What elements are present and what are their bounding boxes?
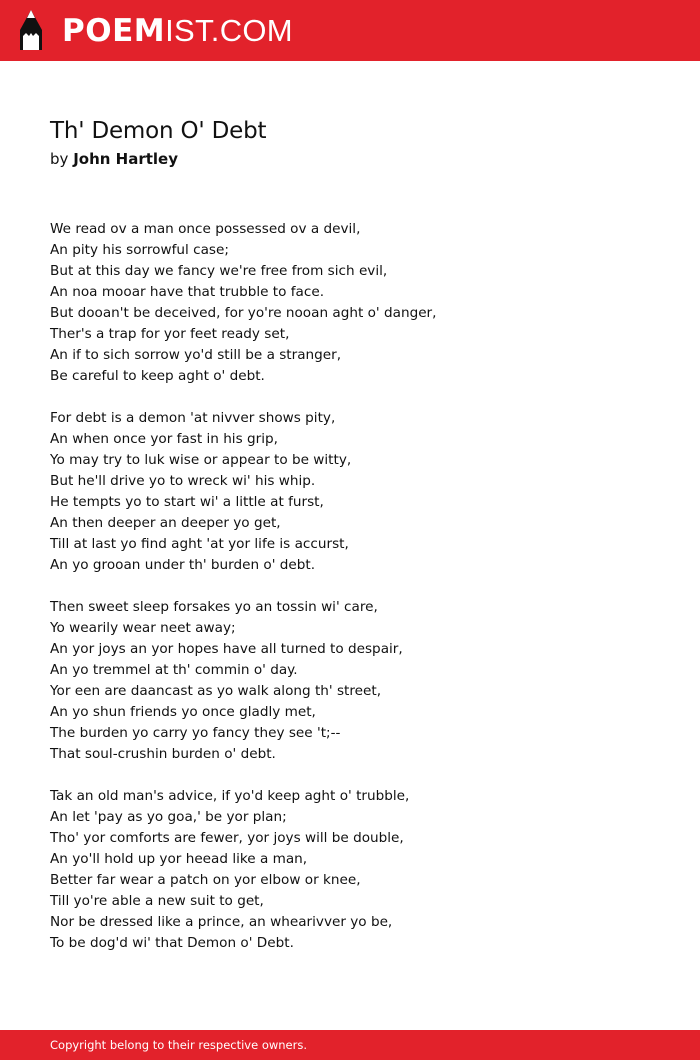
poem-line: Nor be dressed like a prince, an whearivver yo be, — [50, 914, 393, 930]
poem-line: An if to sich sorrow yo'd still be a stranger, — [50, 347, 342, 363]
poem-line: For debt is a demon 'at nivver shows pity, — [50, 410, 336, 426]
site-logo[interactable] — [62, 13, 293, 49]
poem-line: But dooan't be deceived, for yo're nooan aght o' danger, — [50, 305, 437, 321]
by-prefix: by — [50, 150, 69, 168]
stanza — [50, 786, 670, 954]
stanza — [50, 597, 670, 765]
poem-line: An let 'pay as yo goa,' be yor plan; — [50, 809, 287, 825]
poem-line: An yo'll hold up yor heead like a man, — [50, 851, 308, 867]
pencil-tip-icon[interactable] — [18, 10, 44, 52]
poem-line: Yo may try to luk wise or appear to be witty, — [50, 452, 352, 468]
poem-line: That soul-crushin burden o' debt. — [50, 746, 276, 762]
poem-line: Yor een are daancast as yo walk along th' street, — [50, 683, 382, 699]
site-footer — [0, 1030, 700, 1060]
poem-title: Th' Demon O' Debt — [50, 118, 267, 144]
poem-line: An yo tremmel at th' commin o' day. — [50, 662, 298, 678]
poem-line: An noa mooar have that trubble to face. — [50, 284, 325, 300]
poem-line: The burden yo carry yo fancy they see 't;-- — [50, 725, 341, 741]
poem-line: Ther's a trap for yor feet ready set, — [50, 326, 290, 342]
poem-line: An yo grooan under th' burden o' debt. — [50, 557, 316, 573]
poem-line: An yo shun friends yo once gladly met, — [50, 704, 316, 720]
poem-body — [50, 219, 670, 975]
site-header — [0, 0, 700, 61]
poem-line: Till yo're able a new suit to get, — [50, 893, 264, 909]
poem-line: Be careful to keep aght o' debt. — [50, 368, 265, 384]
poem-line: We read ov a man once possessed ov a devil, — [50, 221, 361, 237]
poem-line: Tho' yor comforts are fewer, yor joys will be double, — [50, 830, 404, 846]
poem-line: An pity his sorrowful case; — [50, 242, 229, 258]
poem-line: An yor joys an yor hopes have all turned to despair, — [50, 641, 403, 657]
poem-line: To be dog'd wi' that Demon o' Debt. — [50, 935, 294, 951]
brand-light: IST.COM — [165, 13, 293, 48]
poem-line: Yo wearily wear neet away; — [50, 620, 236, 636]
poem-line: An when once yor fast in his grip, — [50, 431, 278, 447]
poem-line: He tempts yo to start wi' a little at furst, — [50, 494, 324, 510]
brand-bold: POEM — [62, 13, 166, 49]
poem-line: But he'll drive yo to wreck wi' his whip. — [50, 473, 316, 489]
poem-line: Then sweet sleep forsakes yo an tossin wi' care, — [50, 599, 378, 615]
poem-line: But at this day we fancy we're free from sich evil, — [50, 263, 388, 279]
byline — [50, 148, 178, 170]
poem-line: Better far wear a patch on yor elbow or knee, — [50, 872, 361, 888]
stanza — [50, 408, 670, 576]
stanza — [50, 219, 670, 387]
poem-line: An then deeper an deeper yo get, — [50, 515, 281, 531]
poem-line: Tak an old man's advice, if yo'd keep aght o' trubble, — [50, 788, 410, 804]
copyright-text: Copyright belong to their respective owners. — [50, 1038, 308, 1052]
poem-line: Till at last yo find aght 'at yor life is accurst, — [50, 536, 349, 552]
author-name: John Hartley — [73, 150, 178, 168]
